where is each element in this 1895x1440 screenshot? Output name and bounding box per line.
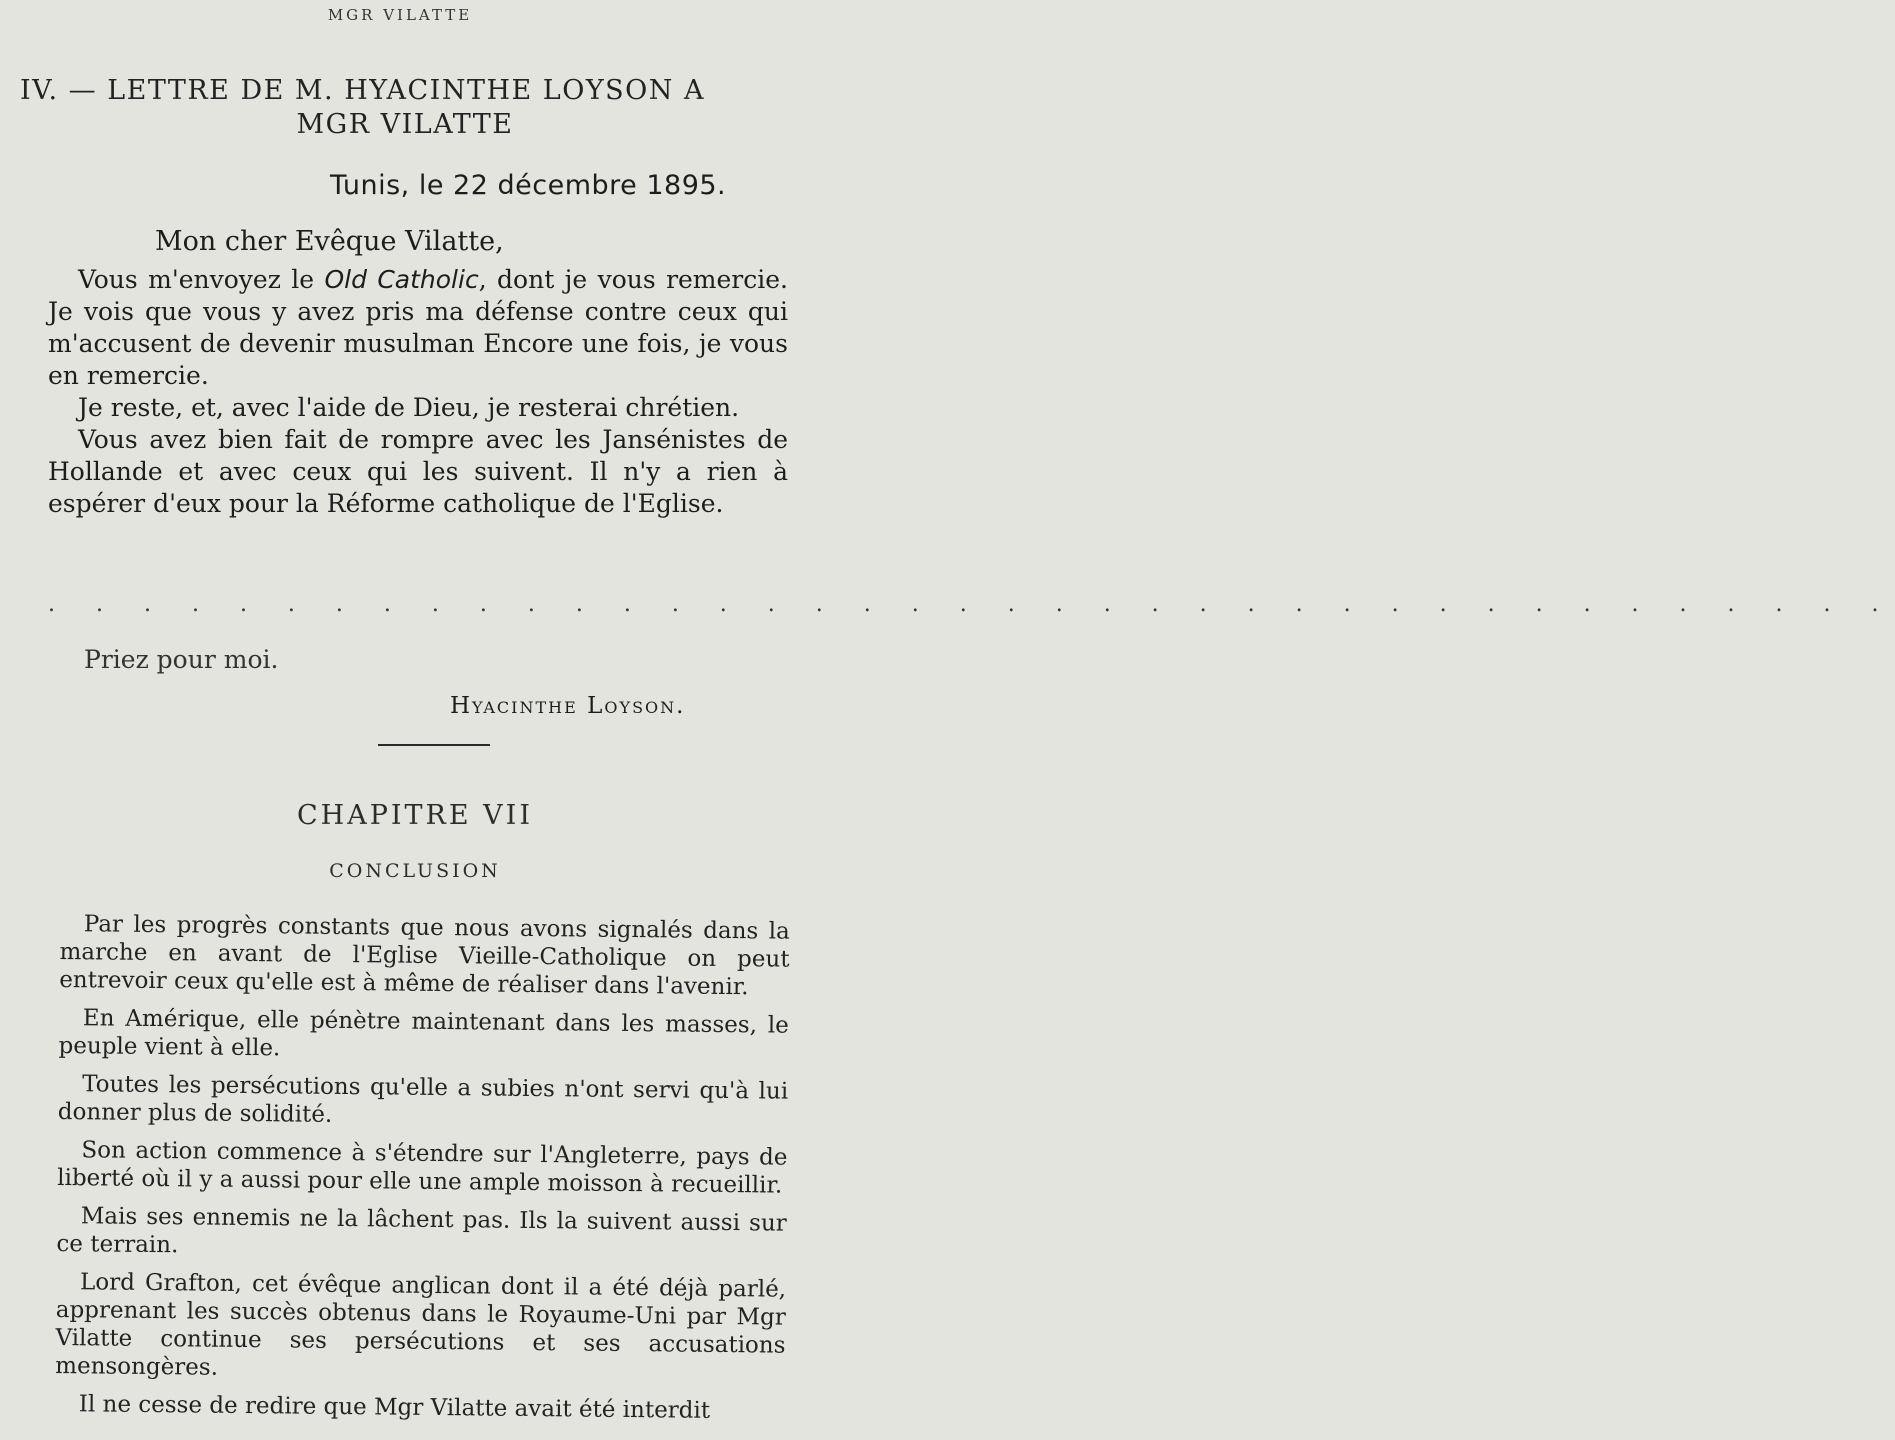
letter-paragraph-1: Vous m'envoyez le Old Catholic, dont je vous remercie. Je vois que vous y avez pris ma défense contre ceux qui m'accusent de devenir musulman Encore une fois, je vous en remercie. [48,265,789,390]
chapter-paragraph: En Amérique, elle pénètre maintenant dans les masses, le peuple vient à elle. [58,1005,789,1062]
chapter-paragraph: Mais ses ennemis ne la lâchent pas. Ils la suivent aussi sur ce terrain. [56,1203,787,1259]
letter-closing: Priez pour moi. [84,645,279,674]
letter-signature: Hyacinthe Loyson. [450,693,686,719]
letter-paragraph-3: Vous avez bien fait de rompre avec les Jansénistes de Hollande et avec ceux qui les suivent. Il n'y a rien à espérer d'eux pour la Réforme catholique de l'Eglise. [48,425,788,518]
chapter-body [55,910,790,1436]
chapter-paragraph: Son action commence à s'étendre sur l'Angleterre, pays de liberté où il y a aussi pour elle une ample moisson à recueillir. [57,1137,788,1199]
letter-salutation: Mon cher Evêque Vilatte, [155,226,504,257]
chapter-paragraph: Il ne cesse de redire que Mgr Vilatte avait été interdit [78,1391,711,1424]
chapter-subtitle: CONCLUSION [329,860,501,882]
section-divider [378,744,490,746]
chapter-title: CHAPITRE VII [297,800,533,831]
chapter-paragraph: Toutes les persécutions qu'elle a subies n'ont servi qu'à lui donner plus de solidité. [57,1071,789,1128]
chapter-paragraph: Lord Grafton, cet évêque anglican dont il a été déjà parlé, apprenant les succès obtenus dans le Royaume-Uni par Mgr Vilatte continue ses persécutions et ses accusations mensongères. [55,1269,787,1381]
chapter-paragraph: Par les progrès constants que nous avons signalés dans la marche en avant de l'Eglise Vieille-Catholique on peut entrevoir ceux qu'elle est à même de réaliser dans l'avenir. [59,911,790,1001]
letter-title [20,74,790,142]
publication-title: Old Catholic [324,265,479,294]
letter-body [48,264,788,520]
omission-dots: . . . . . . . . . . . . . . . . . . . . . . . . . . . . . . . . . . . . . . . [48,592,1895,617]
letter-dateline: Tunis, le 22 décembre 1895. [330,170,727,201]
letter-paragraph-2: Je reste, et, avec l'aide de Dieu, je resterai chrétien. [78,393,740,422]
letter-title-line-1: IV. — LETTRE DE M. HYACINTHE LOYSON A [20,75,706,106]
running-header: MGR VILATTE [327,6,473,24]
letter-title-line-2: MGR VILATTE [296,109,514,140]
